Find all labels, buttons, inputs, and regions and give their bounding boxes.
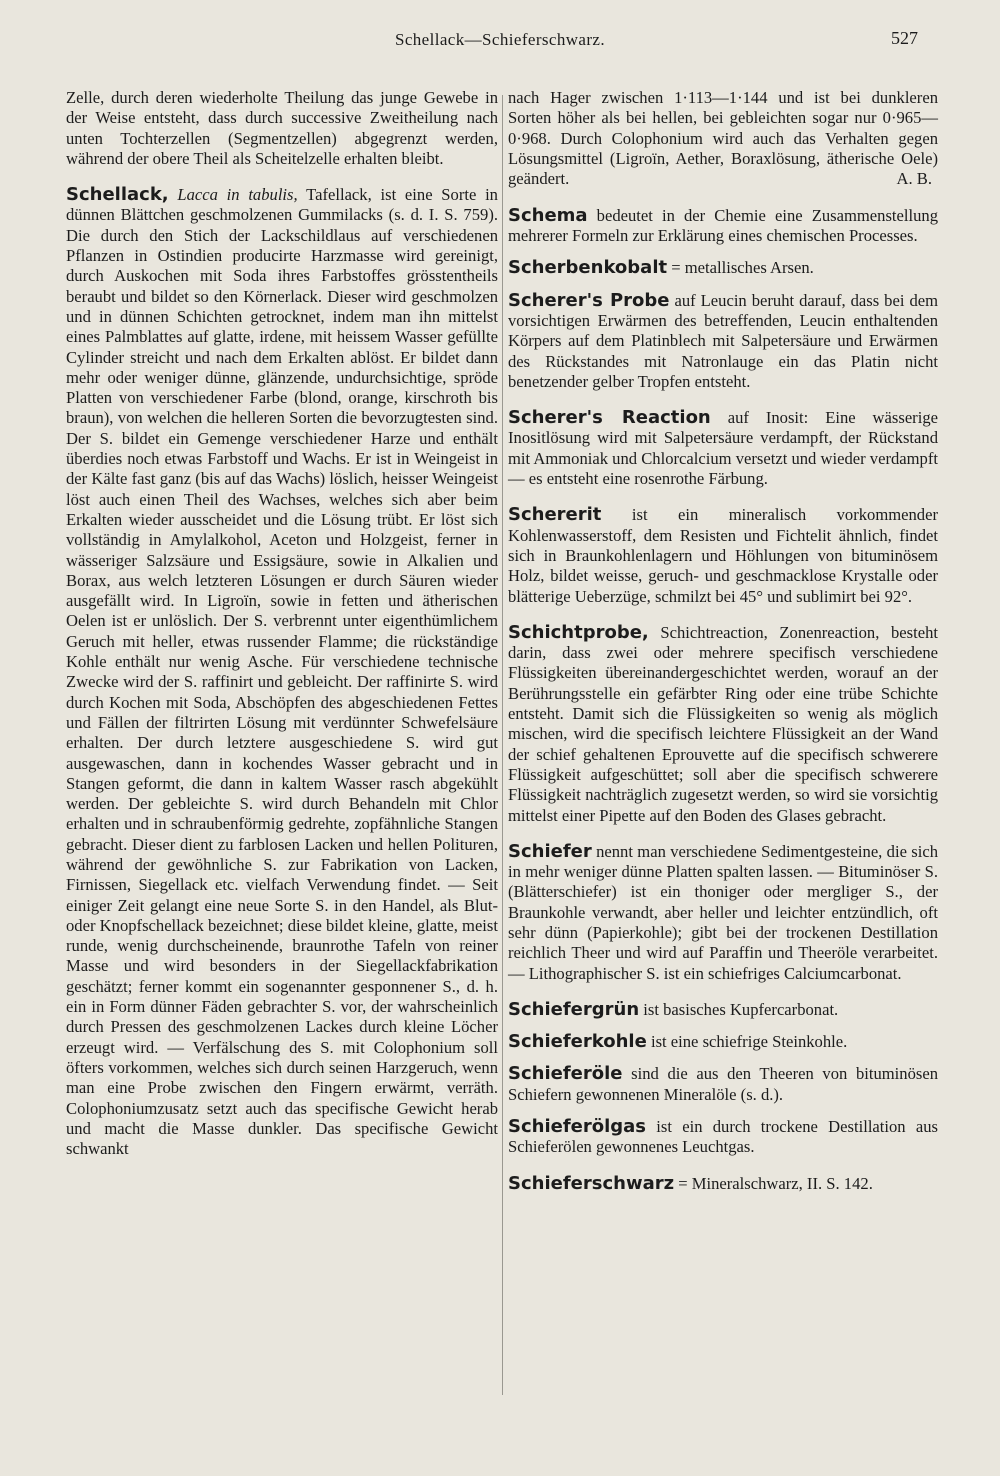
- entry-body: ist eine Sorte in dünnen Blättchen geschmolzenen Gummilacks (s. d. I. S. 759). Die durch den Stich der Lackschildlaus auf verschiedenen Pflanzen in Ostindien producirte Harzmasse wird gereinigt, durch Auskochen mit Soda ihres Farbstoffes grösstentheils beraubt und bildet so den Körnerlack. Dieser wird geschmolzen und in dünnen Schichten getrocknet, indem man ihn mittelst eines Palmblattes auf glatte, irdene, mit heissem Wasser gefüllte Cylinder streicht und nach dem Erkalten ablöst. Er bildet dann mehr oder weniger dünne, glänzende, undurchsichtige, spröde Platten von verschiedener Farbe (blond, orange, kirschroth bis braun), von welchen die helleren Sorten die bevorzugtesten sind. Der S. bildet ein Gemenge verschiedener Harze und enthält überdies noch etwas Farbstoff und Wachs. Er ist in Weingeist in der Kälte fast ganz (bis auf das Wachs) löslich, heisser Weingeist löst auch einen Theil des Wachses, welches sich aber beim Erkalten wieder ausscheidet und die Lösung trübt. Er löst sich vollständig in Amylalkohol, Aceton und Holzgeist, ferner in wässeriger Salzsäure und Essigsäure, sowie in Alkalien und Borax, aus welch letzteren Lösungen er durch Säuren wieder ausgefällt wird. In Ligroïn, sowie in fetten und ätherischen Oelen ist er unlöslich. Der S. verbrennt unter eigenthümlichem Geruch mit heller, etwas russender Flamme; die rückständige Kohle enthält nur wenig Asche. Für verschiedene technische Zwecke wird der S. raffinirt und gebleicht. Der raffinirte S. wird durch Kochen mit Soda, Abschöpfen des abgeschiedenen Fettes und Fällen der filtrirten Lösung mit verdünnter Schwefelsäure erhalten. Der durch letztere ausgeschiedene S. wird gut ausgewaschen, dann in kochendes Wasser gebracht und in Stangen geformt, die dann in kaltem Wasser rasch abgekühlt werden. Der gebleichte S. wird durch Behandeln mit Chlor erhalten und in schraubenförmig gedrehte, zopfähnliche Stangen gebracht. Dieser dient zu farblosen Lacken und hellen Polituren, während der gewöhnliche S. zur Fabrikation von Lacken, Firnissen, Siegellack etc. vielfach Verwendung findet. — Seit einiger Zeit gelangt eine neue Sorte S. in den Handel, als Blut- oder Knopfschellack bezeichnet; diese bildet kleine, glatte, meist runde, wenig durchscheinende, braunrothe Tafeln von reiner Masse und wird besonders in der Siegellackfabrikation geschätzt; ferner kommt ein sogenannter gesponnener S., d. h. ein in Form dünner Fäden gebrachter S. vor, der wahrscheinlich durch Pressen des geschmolzenen Lackes durch kleine Löcher erzeugt wird. — Verfälschung des S. mit Colophonium soll öfters vorkommen, welches sich durch seinen Harzgeruch, wenn man eine Probe zwischen den Fingern erwärmt, verräth. Colophoniumzusatz setzt auch das specifische Gewicht herab und macht die Masse dunkler. Das specifische Gewicht schwankt: [66, 185, 498, 1159]
- headword: Scherer's Probe: [508, 289, 670, 311]
- entry-schieferoelgas: [508, 1117, 938, 1158]
- page-number: 527: [891, 28, 918, 48]
- column-divider: [502, 95, 503, 1395]
- entry-schiefergruen: [508, 1000, 938, 1020]
- author-signature: A. B.: [896, 169, 932, 189]
- entry-schichtprobe: [508, 623, 938, 826]
- entry-scherbenkobalt: [508, 258, 938, 278]
- entry-body: ist basisches Kupfercarbonat.: [643, 999, 839, 1019]
- entry-body: Schichtreaction, Zonenreaction, besteht darin, dass zwei oder mehrere specifisch verschiedene Flüssigkeiten übereinandergeschichtet werden, worauf an der Berührungsstelle ein gefärbter Ring oder eine trübe Schichte entsteht. Damit sich die Flüssigkeiten so wenig als möglich mischen, wird die specifisch leichtere Flüssigkeit an der Wand der schief gehaltenen Eprouvette auf die specifisch schwerere Flüssigkeit aufgeschüttet; soll aber die specifisch schwerere Flüssigkeit nachträglich zugesetzt werden, so wird sie vorsichtig mittelst einer Pipette auf den Boden des Glases gebracht.: [508, 622, 938, 825]
- continuation-text: nach Hager zwischen 1·113—1·144 und ist bei dunkleren Sorten höher als bei hellen, bei gebleichten sogar nur 0·965—0·968. Durch Colophonium wird auch das Verhalten gegen Lösungsmittel (Ligroïn, Aether, Boraxlösung, ätherische Oele) geändert.: [508, 88, 938, 189]
- entry-body: ist eine schiefrige Steinkohle.: [650, 1032, 848, 1052]
- entry-body: bedeutet in der Chemie eine Zusammenstellung mehrerer Formeln zur Erklärung eines chemischen Processes.: [508, 205, 938, 246]
- headword: Schiefergrün: [508, 998, 640, 1020]
- entry-schiefer: [508, 842, 938, 984]
- entry-schererit: [508, 505, 938, 606]
- headword: Scherbenkobalt: [508, 257, 668, 279]
- continued-paragraph: Zelle, durch deren wiederholte Theilung das junge Gewebe in der Weise entsteht, dass durch successive Zweitheilung nach unten Tochterzellen (Segmentzellen) abgegrenzt werden, während der obere Theil als Scheitelzelle erhalten bleibt.: [66, 88, 498, 168]
- headword: Schieferöle: [508, 1063, 623, 1085]
- right-column: [508, 88, 938, 1194]
- entry-body: = metallisches Arsen.: [671, 258, 814, 278]
- headword: Schichtprobe,: [508, 621, 649, 643]
- entry-schieferschwarz: [508, 1174, 938, 1194]
- headword: Schieferölgas: [508, 1116, 647, 1138]
- entry-body: sind die aus den Theeren von bituminösen Schiefern gewonnenen Mineralöle (s. d.).: [508, 1064, 939, 1104]
- headword: Schema: [508, 204, 588, 226]
- headword: Schiefer: [508, 840, 592, 862]
- entry-body: = Mineralschwarz, II. S. 142.: [678, 1173, 873, 1193]
- entry-schieferoele: [508, 1064, 938, 1105]
- headword: Schellack,: [66, 184, 169, 206]
- entry-scherers-reaction: [508, 408, 938, 489]
- headword: Scherer's Reaction: [508, 407, 711, 429]
- headword: Schererit: [508, 504, 602, 526]
- page-header: [0, 30, 1000, 60]
- headword: Schieferschwarz: [508, 1172, 675, 1194]
- entry-schellack: [66, 185, 498, 1159]
- running-title: Schellack—Schieferschwarz.: [394, 30, 606, 49]
- entry-scherers-probe: [508, 291, 938, 392]
- entry-schieferkohle: [508, 1032, 938, 1052]
- entry-body: ist ein mineralisch vorkommender Kohlenwasserstoff, dem Resisten und Fichtelit ähnlich, findet sich in Braunkohlenlagern und Höhlungen von bituminösem Holz, bildet weisse, geruch- und geschmacklose Krystalle oder blätterige Ueberzüge, schmilzt bei 45° und sublimirt bei 92°.: [508, 505, 938, 606]
- entry-body: auf Leucin beruht darauf, dass bei dem vorsichtigen Erwärmen des betreffenden, Leucin enthaltenden Körpers auf dem Platinblech mit Salpetersäure und Erwärmen des Rückstandes mit Natronlauge ein das Platin nicht benetzender gelber Tropfen entsteht.: [508, 290, 939, 391]
- headword: Schieferkohle: [508, 1031, 647, 1053]
- entry-body: nennt man verschiedene Sedimentgesteine, die sich in mehr weniger dünne Platten spalten lassen. — Bituminöser S. (Blätterschiefer) ist ein thoniger oder mergliger S., der Braunkohle verwandt, aber heller und leichter entzündlich, oft sehr dünn (Papierkohle); gibt bei der trockenen Destillation reichlich Theer und wird auf Paraffin und Theeröle verarbeitet. — Lithographischer S. ist ein schiefriges Calciumcarbonat.: [508, 841, 939, 983]
- synonym: Tafellack,: [306, 185, 372, 205]
- entry-body: auf Inosit: Eine wässerige Inositlösung wird mit Salpetersäure verdampft, der Rückstand mit Ammoniak und Chlorcalcium versetzt und wieder verdampft — es entsteht eine rosenrothe Färbung.: [508, 408, 938, 489]
- entry-schema: [508, 206, 938, 247]
- latin-term: Lacca in tabulis,: [177, 185, 298, 205]
- left-column: [66, 88, 498, 1159]
- entry-body: ist ein durch trockene Destillation aus Schieferölen gewonnenes Leuchtgas.: [508, 1117, 938, 1157]
